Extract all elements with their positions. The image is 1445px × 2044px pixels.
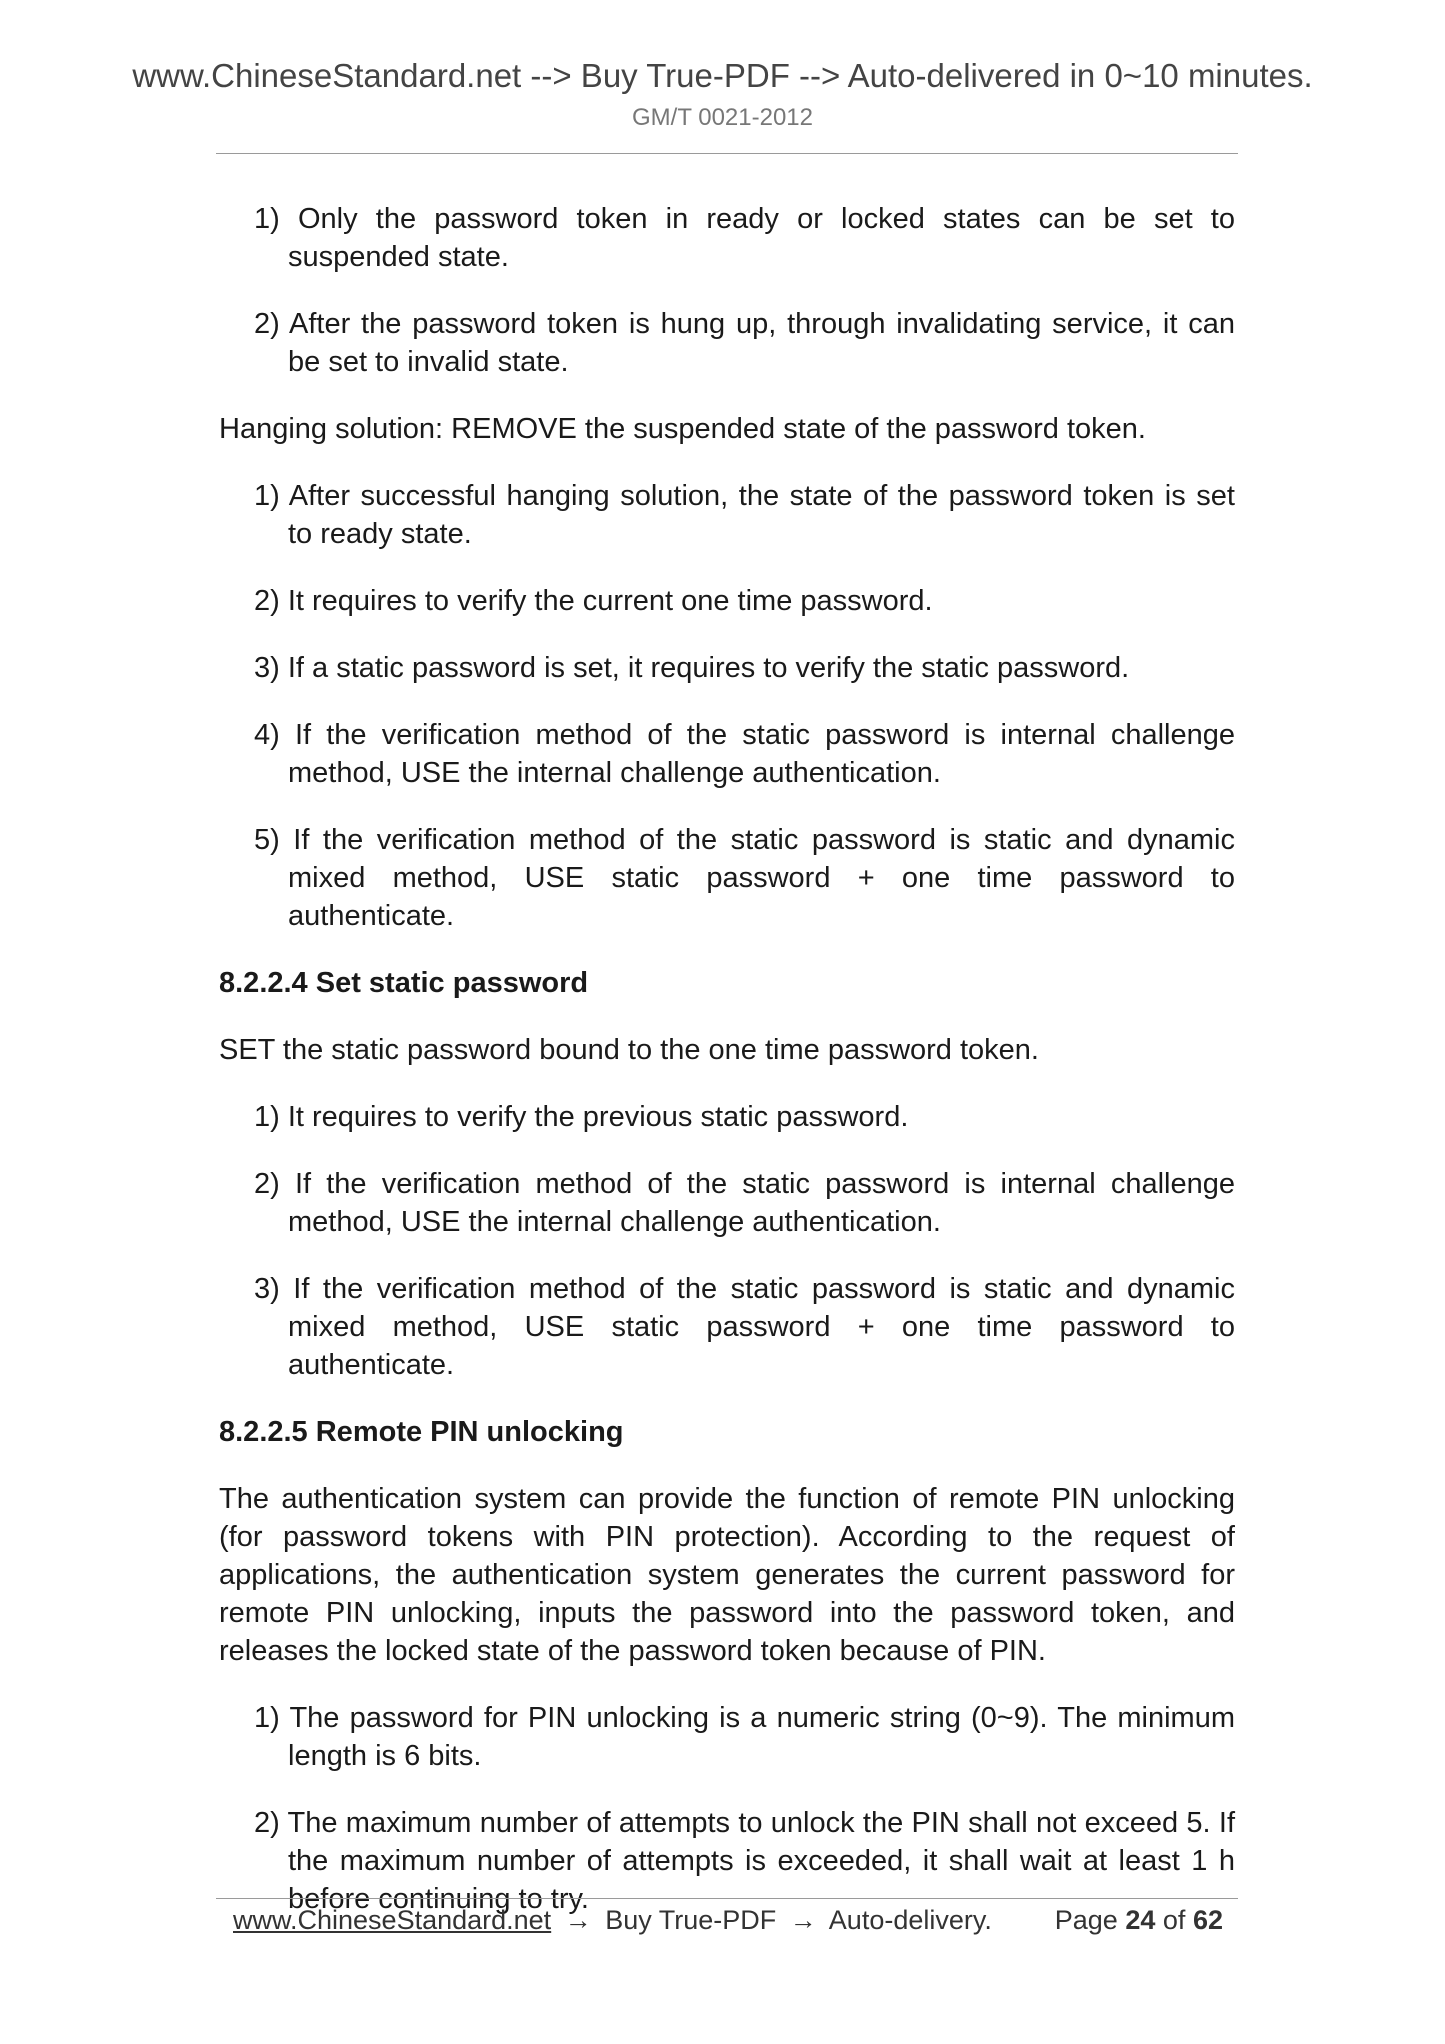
header-divider: [216, 153, 1238, 154]
page-total: 62: [1192, 1905, 1223, 1935]
page-current: 24: [1125, 1905, 1156, 1935]
auto-delivery-text: Auto-delivery.: [828, 1905, 992, 1935]
page-label: Page: [1054, 1905, 1118, 1935]
paragraph-remote-pin: The authentication system can provide the function of remote PIN unlocking (for password tokens with PIN protection). According to the request of applications, the authentication system generates the current password for remote PIN unlocking, inputs the password into the password token, and releases the locked state of the password token because of PIN.: [219, 1483, 1235, 1667]
list-item: 3) If a static password is set, it requires to verify the static password.: [254, 652, 1130, 684]
list-item: 1) After successful hanging solution, the state of the password token is set to ready state.: [254, 480, 1235, 550]
section-heading-8225: 8.2.2.5 Remote PIN unlocking: [219, 1416, 624, 1448]
page-number: [1055, 1902, 1223, 1938]
website-link[interactable]: www.ChineseStandard.net: [233, 1905, 552, 1935]
page-of: of: [1162, 1905, 1186, 1935]
header-banner: www.ChineseStandard.net --> Buy True-PDF --> Auto-delivered in 0~10 minutes.: [132, 57, 1313, 94]
list-item: 4) If the verification method of the static password is internal challenge method, USE the internal challenge authentication.: [254, 719, 1235, 789]
buy-true-pdf-text: Buy True-PDF: [605, 1905, 777, 1935]
list-item: 1) It requires to verify the previous static password.: [254, 1101, 909, 1133]
list-item: 2) After the password token is hung up, through invalidating service, it can be set to invalid state.: [254, 308, 1235, 378]
arrow-right-icon: →: [564, 1905, 592, 1935]
list-item: 1) Only the password token in ready or locked states can be set to suspended state.: [254, 203, 1235, 273]
list-item: 1) The password for PIN unlocking is a numeric string (0~9). The minimum length is 6 bits.: [254, 1702, 1235, 1772]
page-content: [219, 200, 1235, 1947]
arrow-right-icon: →: [789, 1905, 817, 1935]
list-item: 2) The maximum number of attempts to unlock the PIN shall not exceed 5. If the maximum number of attempts is exceeded, it shall wait at least 1 h before continuing to try.: [254, 1807, 1235, 1915]
section-heading-8224: 8.2.2.4 Set static password: [219, 967, 589, 999]
list-item: 2) If the verification method of the static password is internal challenge method, USE the internal challenge authentication.: [254, 1168, 1235, 1238]
document-id: GM/T 0021-2012: [632, 104, 813, 131]
paragraph-hanging-solution: Hanging solution: REMOVE the suspended state of the password token.: [219, 413, 1146, 445]
footer-links: [233, 1902, 992, 1938]
footer-divider: [216, 1898, 1238, 1899]
paragraph-set-static: SET the static password bound to the one time password token.: [219, 1034, 1039, 1066]
list-item: 2) It requires to verify the current one time password.: [254, 585, 933, 617]
list-item: 5) If the verification method of the static password is static and dynamic mixed method, USE static password + one time password to authenticate.: [254, 824, 1235, 932]
list-item: 3) If the verification method of the static password is static and dynamic mixed method, USE static password + one time password to authenticate.: [254, 1273, 1235, 1381]
